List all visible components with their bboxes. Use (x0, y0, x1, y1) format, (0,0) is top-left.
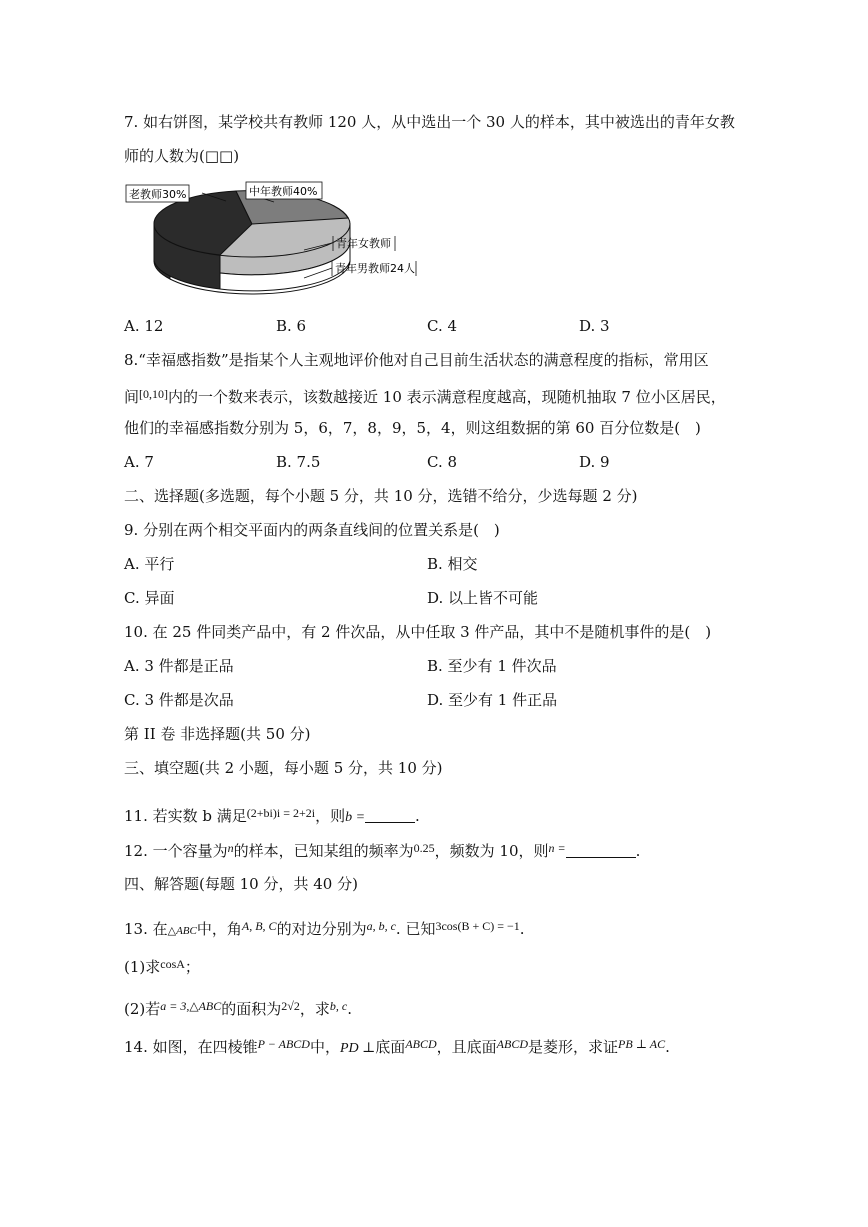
q8-text: 内的一个数来表示，该数越接近 10 表示满意程度越高，现随机抽取 7 位小区居民， (168, 388, 726, 406)
q10-stem: 10. 在 25 件同类产品中，有 2 件次品，从中任取 3 件产品，其中不是随机事件的是( ) (124, 623, 712, 641)
q12-text: 12. 一个容量为 (124, 842, 228, 860)
section3-heading: 三、填空题(共 2 小题，每小题 5 分，共 10 分) (124, 759, 443, 777)
q13-text: . (519, 920, 525, 938)
section4-heading: 四、解答题(每题 10 分，共 40 分) (124, 875, 358, 893)
q13-stem (124, 916, 525, 941)
label-young-male: 青年男教师24人 (335, 262, 415, 275)
q13-text: 的对边分别为 (276, 920, 367, 938)
q8-option-c[interactable]: C. 8 (427, 453, 458, 471)
q7-option-d[interactable]: D. 3 (579, 317, 610, 335)
q9-option-c[interactable]: C. 异面 (124, 589, 175, 607)
q13-unknowns: b, c (329, 999, 348, 1013)
q11-var: b = (345, 810, 366, 825)
q13-area: 2√2 (281, 999, 300, 1013)
q13-text: 13. 在 (124, 920, 168, 938)
q7-option-c[interactable]: C. 4 (427, 317, 458, 335)
q10-option-a[interactable]: A. 3 件都是正品 (124, 657, 234, 675)
q14-stem (124, 1034, 670, 1059)
q13-text: . 已知 (395, 920, 436, 938)
section2-heading: 二、选择题(多选题，每个小题 5 分，共 10 分，选错不给分，少选每题 2 分) (124, 487, 638, 505)
interval-math: [0,10] (139, 387, 169, 401)
label-mid: 中年教师40% (249, 185, 318, 198)
label-old: 老教师30% (129, 188, 187, 201)
q13-angles: A, B, C (241, 919, 277, 933)
q12-text: . (635, 842, 641, 860)
q12-var-n: n (227, 841, 234, 855)
q14-text: 中， (309, 1038, 340, 1056)
q8-option-a[interactable]: A. 7 (124, 453, 154, 471)
q8-option-b[interactable]: B. 7.5 (276, 453, 321, 471)
q13-text: 的面积为 (221, 1000, 282, 1018)
q8-stem-line2 (124, 384, 726, 407)
q8-option-d[interactable]: D. 9 (579, 453, 610, 471)
q9-option-b[interactable]: B. 相交 (427, 555, 478, 573)
q11-answer-blank[interactable] (365, 808, 415, 823)
q12-text: ，频数为 10，则 (434, 842, 549, 860)
q12-text: 的样本，已知某组的频率为 (233, 842, 414, 860)
q11-text: 11. 若实数 b 满足 (124, 807, 247, 825)
q13-text: (1)求 (124, 958, 161, 976)
q7-stem-line1: 7. 如右饼图，某学校共有教师 120 人，从中选出一个 30 人的样本，其中被选出的青年女教 (124, 113, 735, 131)
q9-option-d[interactable]: D. 以上皆不可能 (427, 589, 539, 607)
q10-option-c[interactable]: C. 3 件都是次品 (124, 691, 234, 709)
q13-cosA: cosA (160, 957, 185, 971)
q14-text: 14. 如图，在四棱锥 (124, 1038, 258, 1056)
q8-stem-line1: 8.“幸福感指数”是指某个人主观地评价他对自己目前生活状态的满意程度的指标，常用区 (124, 351, 709, 369)
pie-chart (124, 178, 424, 298)
q10-option-b[interactable]: B. 至少有 1 件次品 (427, 657, 557, 675)
q13-text: . (347, 1000, 352, 1018)
q13-triangle: △ABC (167, 925, 197, 937)
q11-equation: (2+bi)i = 2+2i (246, 806, 316, 820)
q7-stem-line2: 师的人数为(□□) (124, 147, 240, 165)
q9-option-a[interactable]: A. 平行 (124, 555, 175, 573)
part2-heading: 第 II 卷 非选择题(共 50 分) (124, 725, 311, 743)
label-young-female: 青年女教师 (336, 237, 391, 250)
q12-answer-blank[interactable] (566, 843, 636, 858)
q13-part1 (124, 954, 200, 977)
q9-stem: 9. 分别在两个相交平面内的两条直线间的位置关系是( ) (124, 521, 500, 539)
q14-text: 是菱形，求证 (528, 1038, 619, 1056)
q12-frequency: 0.25 (413, 841, 435, 855)
q14-goal: PB ⊥ AC (618, 1037, 666, 1051)
q14-pd: PD ⊥ (339, 1041, 376, 1056)
q7-option-b[interactable]: B. 6 (276, 317, 307, 335)
q7-option-a[interactable]: A. 12 (124, 317, 164, 335)
q11-text: . (415, 807, 420, 825)
q14-text: ，且底面 (436, 1038, 497, 1056)
q13-text: 中，角 (196, 920, 242, 938)
q14-base2: ABCD (496, 1037, 529, 1051)
q13-sides: a, b, c (366, 919, 396, 933)
q14-text: 底面 (375, 1038, 406, 1056)
q14-base: ABCD (405, 1037, 437, 1051)
q13-text: (2)若 (124, 1000, 161, 1018)
q13-given: a = 3,△ABC (160, 999, 222, 1013)
q13-part2 (124, 996, 352, 1019)
q14-pyramid: P − ABCD (257, 1037, 310, 1051)
q13-text: ，求 (299, 1000, 330, 1018)
q11-stem (124, 803, 420, 828)
q12-stem (124, 838, 640, 861)
q8-stem-line3: 他们的幸福感指数分别为 5，6，7，8，9，5，4，则这组数据的第 60 百分位数是( ) (124, 419, 701, 437)
q13-condition: 3cos(B + C) = −1 (435, 919, 520, 933)
q11-text: ，则 (315, 807, 346, 825)
q13-text: ； (184, 958, 200, 976)
q8-text: 间 (124, 388, 140, 406)
q14-text: . (665, 1038, 670, 1056)
q10-option-d[interactable]: D. 至少有 1 件正品 (427, 691, 558, 709)
q12-var-n2: n = (548, 841, 566, 855)
